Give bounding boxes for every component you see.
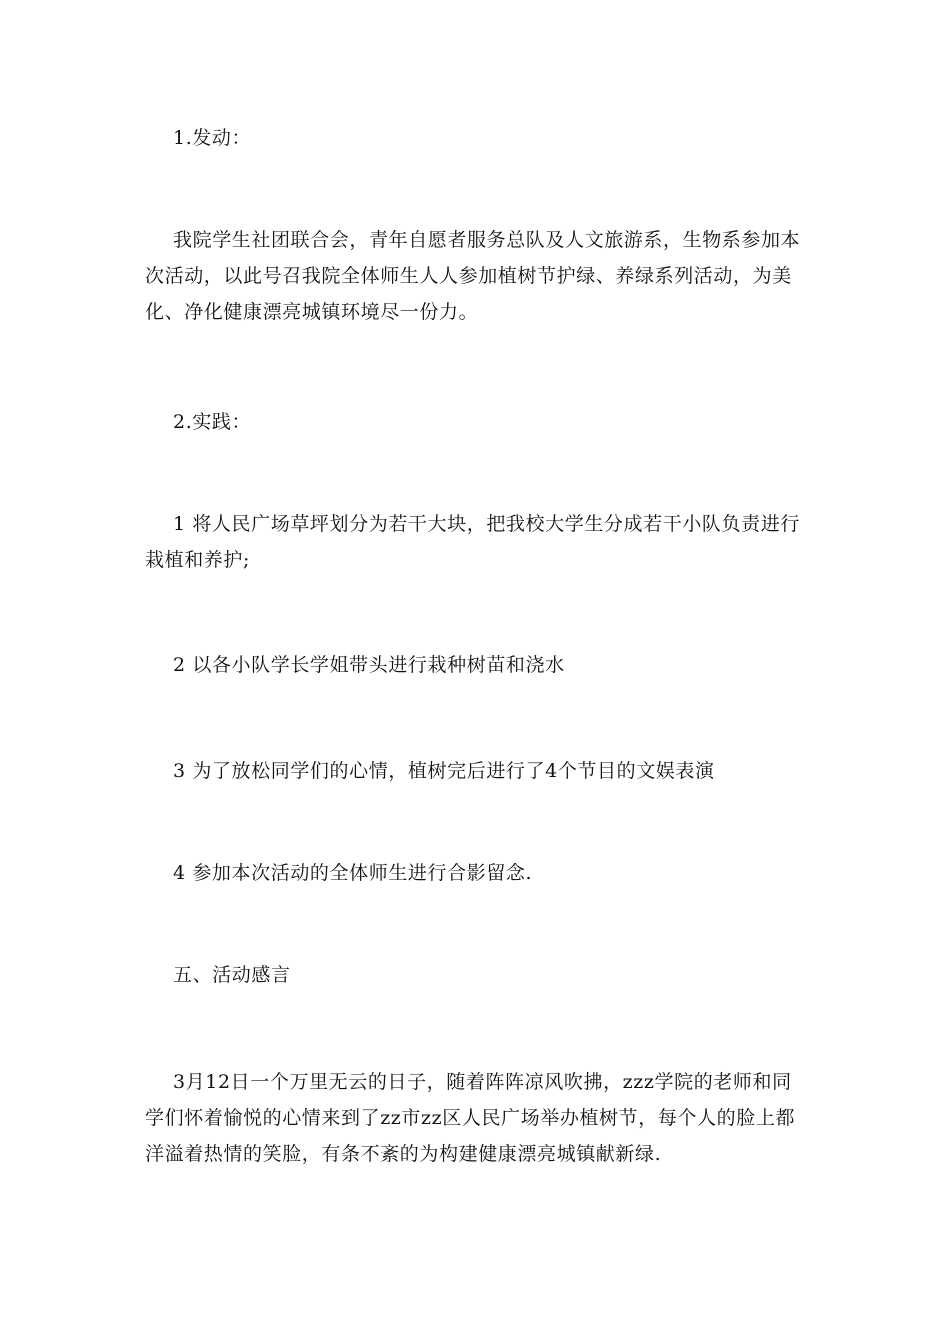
paragraph-mobilization-body: 我院学生社团联合会，青年自愿者服务总队及人文旅游系，生物系参加本次活动，以此号召我院全体师生人人参加植树节护绿、养绿系列活动，为美化、净化健康漂亮城镇环境尽一份力。 [145, 229, 801, 323]
practice-item-3: 3 为了放松同学们的心情，植树完后进行了4个节目的文娱表演 [173, 760, 715, 782]
practice-item-4: 4 参加本次活动的全体师生进行合影留念. [173, 862, 533, 884]
section-heading-reflections: 五、活动感言 [173, 964, 291, 986]
practice-item-1: 1 将人民广场草坪划分为若干大块，把我校大学生分成若干小队负责进行栽植和养护; [145, 513, 800, 571]
paragraph-reflections-body: 3月12日一个万里无云的日子，随着阵阵凉风吹拂，zzz学院的老师和同学们怀着愉悦的心情来到了zz市zz区人民广场举办植树节，每个人的脸上都洋溢着热情的笑脸，有条不紊的为构建健康漂亮城镇献新绿. [145, 1071, 796, 1165]
practice-item-2: 2 以各小队学长学姐带头进行栽种树苗和浇水 [173, 654, 565, 676]
section-heading-practice: 2.实践： [173, 411, 252, 433]
section-heading-mobilization: 1.发动： [173, 127, 252, 149]
